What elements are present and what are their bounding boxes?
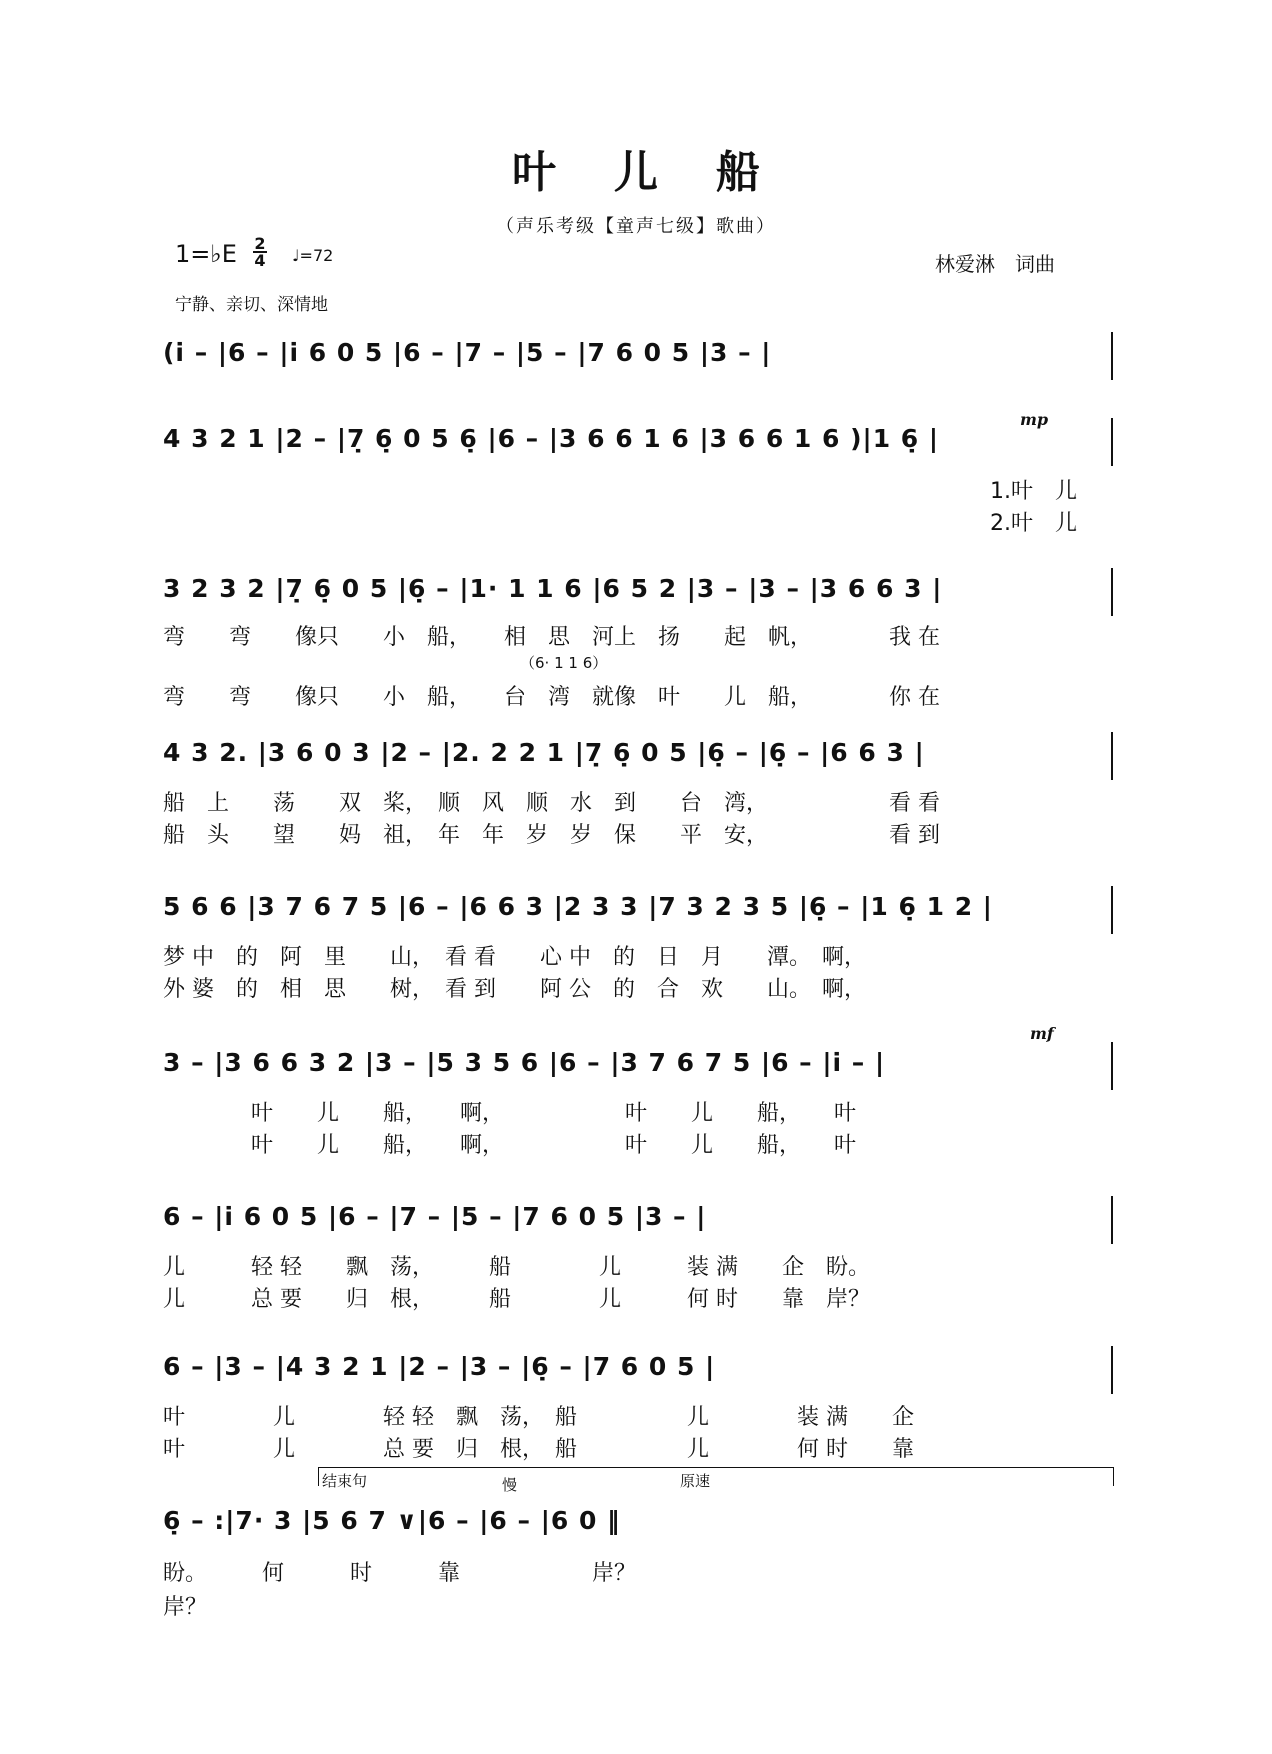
- lyric-verse1-line8: 叶 儿 轻 轻 飘 荡， 船 儿 装 满 企: [163, 1405, 914, 1430]
- barline: [1111, 1042, 1113, 1090]
- lyric-verse1-line7: 儿 轻 轻 飘 荡， 船 儿 装 满 企 盼。: [163, 1255, 870, 1280]
- composer-credit: 林爱淋 词曲: [935, 252, 1055, 276]
- tempo-marking: ♩=72: [292, 246, 334, 265]
- staff-line-4: [163, 732, 1113, 780]
- barline: [1111, 568, 1113, 616]
- time-top: 2: [254, 234, 266, 253]
- notes-line-9: 6̣ – :|7· 3 |5 6 7 ∨|6 – |6 – |6 0 ‖: [163, 1506, 621, 1535]
- barline: [1111, 332, 1113, 380]
- barline: [1111, 886, 1113, 934]
- staff-line-9: [163, 1500, 1113, 1548]
- barline: [1111, 732, 1113, 780]
- expression-marking: 宁静、亲切、深情地: [175, 295, 328, 315]
- lyric-verse2-line6: 叶 儿 船， 啊， 叶 儿 船， 叶: [163, 1133, 857, 1158]
- score-subtitle: （声乐考级【童声七级】歌曲）: [496, 216, 776, 237]
- notes-line-3: 3 2 3 2 |7̣ 6̣ 0 5 |6̣ – |1· 1 1 6 |6 5 2 |3 – |3 – |3 6 6 3 |: [163, 574, 943, 603]
- lyric-verse2-line4: 船 头 望 妈 祖， 年 年 岁 岁 保 平 安， 看 到: [163, 823, 940, 848]
- notes-line-5: 5 6 6 |3 7 6 7 5 |6 – |6 6 3 |2 3 3 |7 3 2 3 5 |6̣ – |1 6̣ 1 2 |: [163, 892, 993, 921]
- staff-line-1: [163, 332, 1113, 380]
- time-signature: [253, 236, 267, 268]
- lyric-verse1-line3: 弯 弯 像只 小 船， 相 思 河上 扬 起 帆， 我 在: [163, 625, 940, 650]
- score-title: 叶儿船: [512, 147, 818, 198]
- lyric-verse1-intro: 1.叶 儿: [990, 479, 1077, 504]
- ending-bracket: [318, 1467, 1114, 1486]
- lyric-verse2-line8: 叶 儿 总 要 归 根， 船 儿 何 时 靠: [163, 1437, 914, 1462]
- slow-marking: 慢: [502, 1476, 518, 1494]
- notes-line-1: (i̇ – |6 – |i̇ 6 0 5 |6 – |7 – |5 – |7 6 0 5 |3 – |: [163, 338, 772, 367]
- barline: [1111, 1346, 1113, 1394]
- staff-line-3: [163, 568, 1113, 616]
- alt-notes: （6· 1 1 6）: [520, 654, 608, 672]
- staff-line-8: [163, 1346, 1113, 1394]
- lyric-verse2-intro: 2.叶 儿: [990, 511, 1077, 536]
- key-signature: 1=♭E: [175, 240, 237, 268]
- notes-line-7: 6 – |i̇ 6 0 5 |6 – |7 – |5 – |7 6 0 5 |3 – |: [163, 1202, 707, 1231]
- notes-line-2: 4 3 2 1 |2 – |7̣ 6̣ 0 5 6̣ |6 – |3 6 6 1 6 |3 6 6 1 6 )|1 6̣ |: [163, 424, 940, 453]
- staff-line-5: [163, 886, 1113, 934]
- notes-line-6: 3 – |3 6 6 3 2 |3 – |5 3 5 6 |6 – |3 7 6 7 5 |6 – |i̇ – |: [163, 1048, 886, 1077]
- ending-label: 结束句: [322, 1472, 368, 1490]
- staff-line-6: [163, 1042, 1113, 1090]
- staff-line-7: [163, 1196, 1113, 1244]
- time-bottom: 4: [254, 251, 266, 270]
- barline: [1111, 418, 1113, 466]
- barline: [1111, 1196, 1113, 1244]
- staff-line-2: [163, 418, 1113, 466]
- notes-line-8: 6 – |3 – |4 3 2 1 |2 – |3 – |6̣ – |7 6 0 5 |: [163, 1352, 716, 1381]
- lyric-verse1-line4: 船 上 荡 双 桨， 顺 风 顺 水 到 台 湾， 看 看: [163, 791, 940, 816]
- lyric-verse2-line5: 外 婆 的 相 思 树， 看 到 阿 公 的 合 欢 山。 啊，: [163, 977, 866, 1002]
- lyric-verse1-line5: 梦 中 的 阿 里 山， 看 看 心 中 的 日 月 潭。 啊，: [163, 945, 866, 970]
- dynamic-mf: mf: [1030, 1024, 1054, 1043]
- lyric-verse2-line9: 岸？: [163, 1595, 208, 1620]
- dynamic-mp: mp: [1020, 410, 1049, 429]
- original-tempo-marking: 原速: [680, 1472, 711, 1490]
- lyric-verse1-line9: 盼。 何 时 靠 岸？: [163, 1561, 637, 1586]
- lyric-verse2-line3: 弯 弯 像只 小 船， 台 湾 就像 叶 儿 船， 你 在: [163, 685, 940, 710]
- notes-line-4: 4 3 2. |3 6 0 3 |2 – |2. 2 2 1 |7̣ 6̣ 0 5 |6̣ – |6̣ – |6 6 3 |: [163, 738, 925, 767]
- lyric-verse2-line7: 儿 总 要 归 根， 船 儿 何 时 靠 岸？: [163, 1287, 870, 1312]
- lyric-verse1-line6: 叶 儿 船， 啊， 叶 儿 船， 叶: [163, 1101, 857, 1126]
